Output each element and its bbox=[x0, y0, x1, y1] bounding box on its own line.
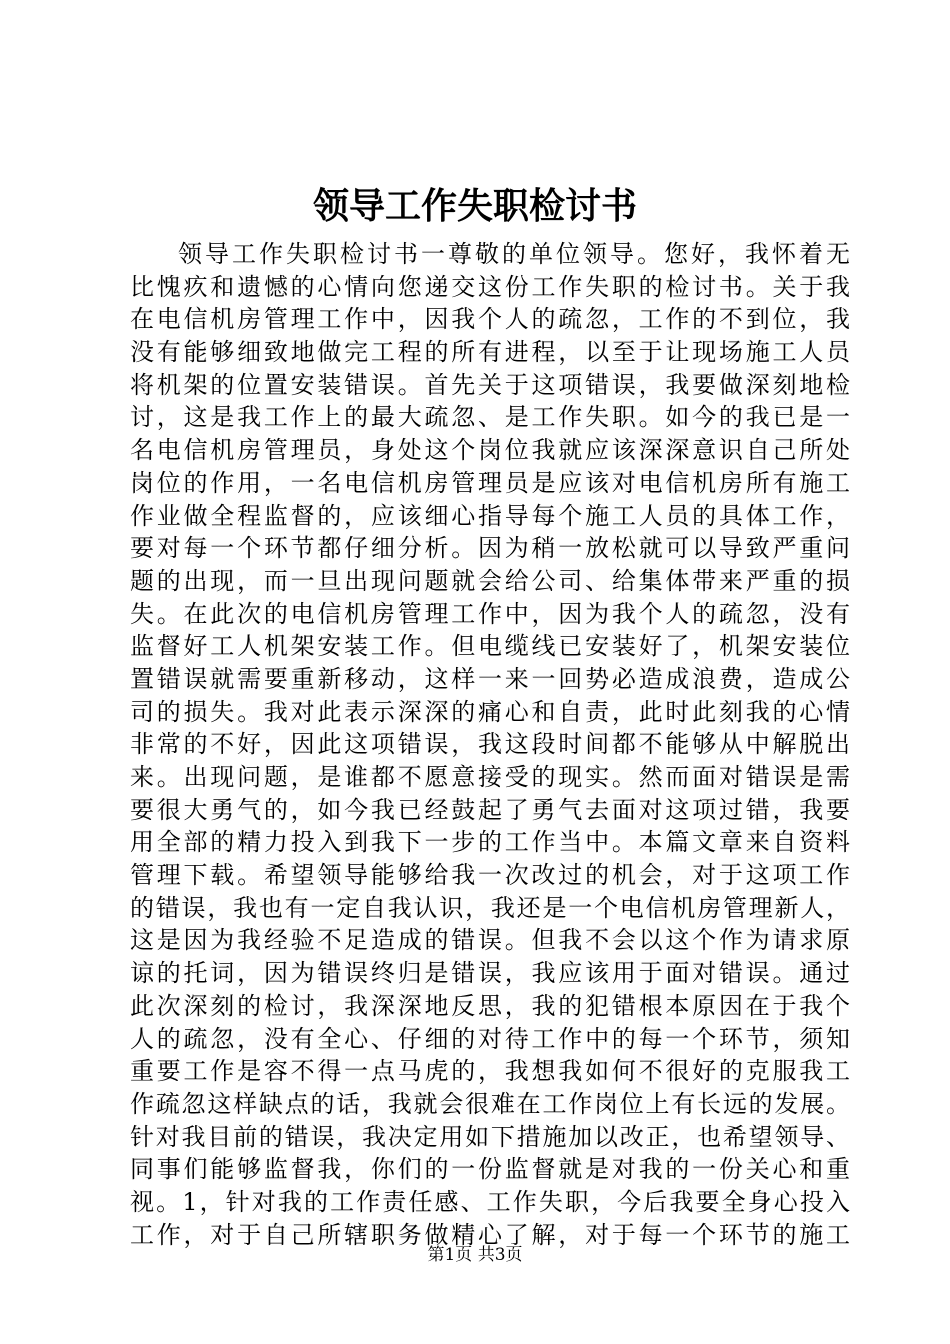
body-line: 监督好工人机架安装工作。但电缆线已安装好了，机架安装位 bbox=[130, 632, 850, 661]
body-line: 要对每一个环节都仔细分析。因为稍一放松就可以导致严重问 bbox=[130, 534, 850, 563]
body-line: 岗位的作用，一名电信机房管理员是应该对电信机房所有施工 bbox=[130, 468, 850, 497]
document-title: 领导工作失职检讨书 bbox=[312, 185, 637, 227]
body-line: 管理下载。希望领导能够给我一次改过的机会，对于这项工作 bbox=[130, 861, 850, 890]
body-line: 视。1，针对我的工作责任感、工作失职，今后我要全身心投入 bbox=[130, 1187, 850, 1216]
body-line: 要很大勇气的，如今我已经鼓起了勇气去面对这项过错，我要 bbox=[130, 795, 850, 824]
body-line: 用全部的精力投入到我下一步的工作当中。本篇文章来自资料 bbox=[130, 828, 850, 857]
body-line: 人的疏忽，没有全心、仔细的对待工作中的每一个环节，须知 bbox=[130, 1024, 850, 1053]
body-line: 司的损失。我对此表示深深的痛心和自责，此时此刻我的心情 bbox=[130, 697, 850, 726]
body-line: 同事们能够监督我，你们的一份监督就是对我的一份关心和重 bbox=[130, 1155, 850, 1184]
body-line: 谅的托词，因为错误终归是错误，我应该用于面对错误。通过 bbox=[130, 959, 850, 988]
body-line: 比愧疚和遗憾的心情向您递交这份工作失职的检讨书。关于我 bbox=[130, 272, 850, 301]
document-body bbox=[130, 238, 850, 1251]
body-line: 作业做全程监督的，应该细心指导每个施工人员的具体工作， bbox=[130, 501, 850, 530]
body-line: 这是因为我经验不足造成的错误。但我不会以这个作为请求原 bbox=[130, 926, 850, 955]
body-line: 失。在此次的电信机房管理工作中，因为我个人的疏忽，没有 bbox=[130, 599, 850, 628]
body-line: 题的出现，而一旦出现问题就会给公司、给集体带来严重的损 bbox=[130, 566, 850, 595]
body-line: 作疏忽这样缺点的话，我就会很难在工作岗位上有长远的发展。 bbox=[130, 1089, 850, 1118]
body-line: 此次深刻的检讨，我深深地反思，我的犯错根本原因在于我个 bbox=[130, 991, 850, 1020]
body-line: 重要工作是容不得一点马虎的，我想我如何不很好的克服我工 bbox=[130, 1057, 850, 1086]
body-line: 将机架的位置安装错误。首先关于这项错误，我要做深刻地检 bbox=[130, 370, 850, 399]
body-line: 领导工作失职检讨书一尊敬的单位领导。您好，我怀着无 bbox=[178, 240, 850, 268]
body-line: 没有能够细致地做完工程的所有进程，以至于让现场施工人员 bbox=[130, 338, 850, 367]
body-line: 的错误，我也有一定自我认识，我还是一个电信机房管理新人， bbox=[130, 893, 850, 922]
body-line: 来。出现问题，是谁都不愿意接受的现实。然而面对错误是需 bbox=[130, 763, 850, 791]
body-line: 工作，对于自己所辖职务做精心了解，对于每一个环节的施工 bbox=[130, 1220, 850, 1249]
body-line: 名电信机房管理员，身处这个岗位我就应该深深意识自己所处 bbox=[130, 436, 850, 465]
body-line: 非常的不好，因此这项错误，我这段时间都不能够从中解脱出 bbox=[130, 730, 850, 759]
body-line: 针对我目前的错误，我决定用如下措施加以改正，也希望领导、 bbox=[130, 1122, 850, 1151]
body-line: 置错误就需要重新移动，这样一来一回势必造成浪费，造成公 bbox=[130, 664, 850, 693]
body-line: 在电信机房管理工作中，因我个人的疏忽，工作的不到位，我 bbox=[130, 305, 850, 334]
page-footer: 第1页 共3页 bbox=[427, 1245, 523, 1265]
body-line: 讨，这是我工作上的最大疏忽、是工作失职。如今的我已是一 bbox=[130, 403, 850, 432]
